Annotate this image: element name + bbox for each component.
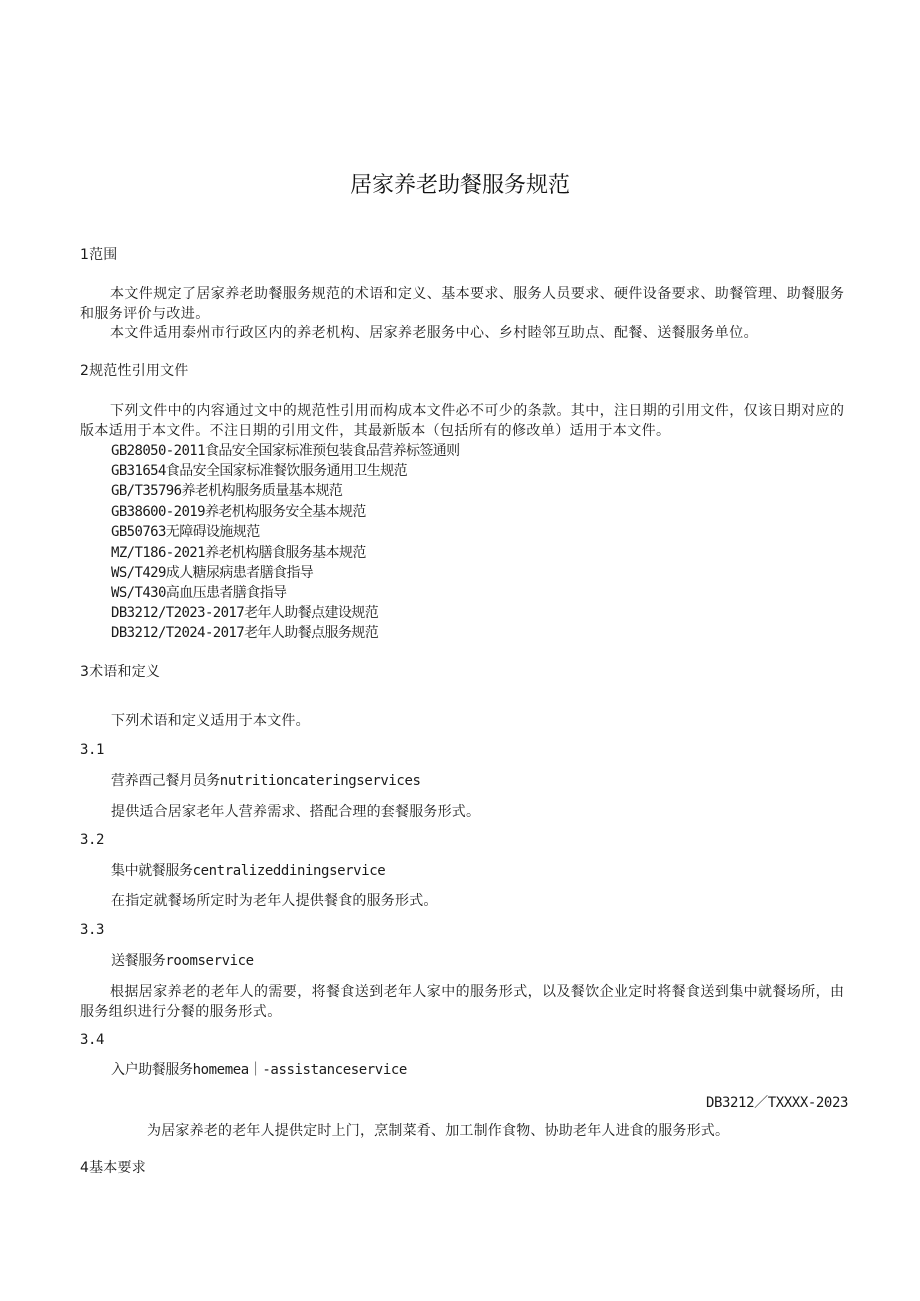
term-definition: 为居家养老的老年人提供定时上门，烹制菜肴、加工制作食物、协助老年人进食的服务形式。	[147, 1123, 730, 1139]
term-name: 营养酉己餐月员务nutritioncateringservices	[111, 773, 421, 789]
term-definition: 根据居家养老的老年人的需要，将餐食送到老年人家中的服务形式，以及餐饮企业定时将餐食送到集中就餐场所，由服务组织进行分餐的服务形式。	[80, 984, 845, 1020]
term-name: 入户助餐服务homemea｜-assistanceservice	[111, 1062, 407, 1078]
term-number: 3.4	[80, 1032, 105, 1048]
reference-item: DB3212/T2023-2017老年人助餐点建设规范	[111, 605, 379, 621]
references-intro: 下列文件中的内容通过文中的规范性引用而构成本文件必不可少的条款。其中，注日期的引用文件，仅该日期对应的版本适用于本文件。不注日期的引用文件，其最新版本（包括所有的修改单）适用于本文件。	[80, 403, 845, 439]
term-definition: 在指定就餐场所定时为老年人提供餐食的服务形式。	[111, 893, 438, 909]
document-code: DB3212／TXXXX-2023	[705, 1095, 848, 1111]
reference-item: MZ/T186-2021养老机构膳食服务基本规范	[111, 545, 366, 561]
scope-paragraph-2: 本文件适用泰州市行政区内的养老机构、居家养老服务中心、乡村睦邻互助点、配餐、送餐服务单位。	[110, 325, 758, 341]
section-heading-scope: 1范围	[80, 247, 118, 263]
section-heading-terms: 3术语和定义	[80, 664, 161, 680]
reference-item: WS/T429成人糖尿病患者膳食指导	[111, 565, 314, 581]
reference-item: DB3212/T2024-2017老年人助餐点服务规范	[111, 625, 379, 641]
reference-item: GB/T35796养老机构服务质量基本规范	[111, 483, 343, 499]
reference-item: GB38600-2019养老机构服务安全基本规范	[111, 504, 366, 520]
term-number: 3.1	[80, 742, 105, 758]
reference-item: WS/T430高血压患者膳食指导	[111, 585, 287, 601]
scope-paragraph-1: 本文件规定了居家养老助餐服务规范的术语和定义、基本要求、服务人员要求、硬件设备要求、助餐管理、助餐服务和服务评价与改进。	[80, 286, 845, 322]
reference-item: GB31654食品安全国家标准餐饮服务通用卫生规范	[111, 463, 408, 479]
document-title: 居家养老助餐服务规范	[349, 173, 570, 198]
term-number: 3.2	[80, 832, 105, 848]
section-heading-references: 2规范性引用文件	[80, 363, 189, 379]
term-name: 集中就餐服务centralizeddiningservice	[111, 863, 386, 879]
term-definition: 提供适合居家老年人营养需求、搭配合理的套餐服务形式。	[111, 804, 481, 820]
term-number: 3.3	[80, 922, 105, 938]
terms-intro: 下列术语和定义适用于本文件。	[111, 713, 310, 729]
section-heading-basic-requirements: 4基本要求	[80, 1160, 146, 1176]
term-name: 送餐服务roomservice	[111, 953, 254, 969]
reference-item: GB50763无障碍设施规范	[111, 524, 260, 540]
reference-item: GB28050-2011食品安全国家标准预包装食品营养标签通则	[111, 443, 460, 459]
